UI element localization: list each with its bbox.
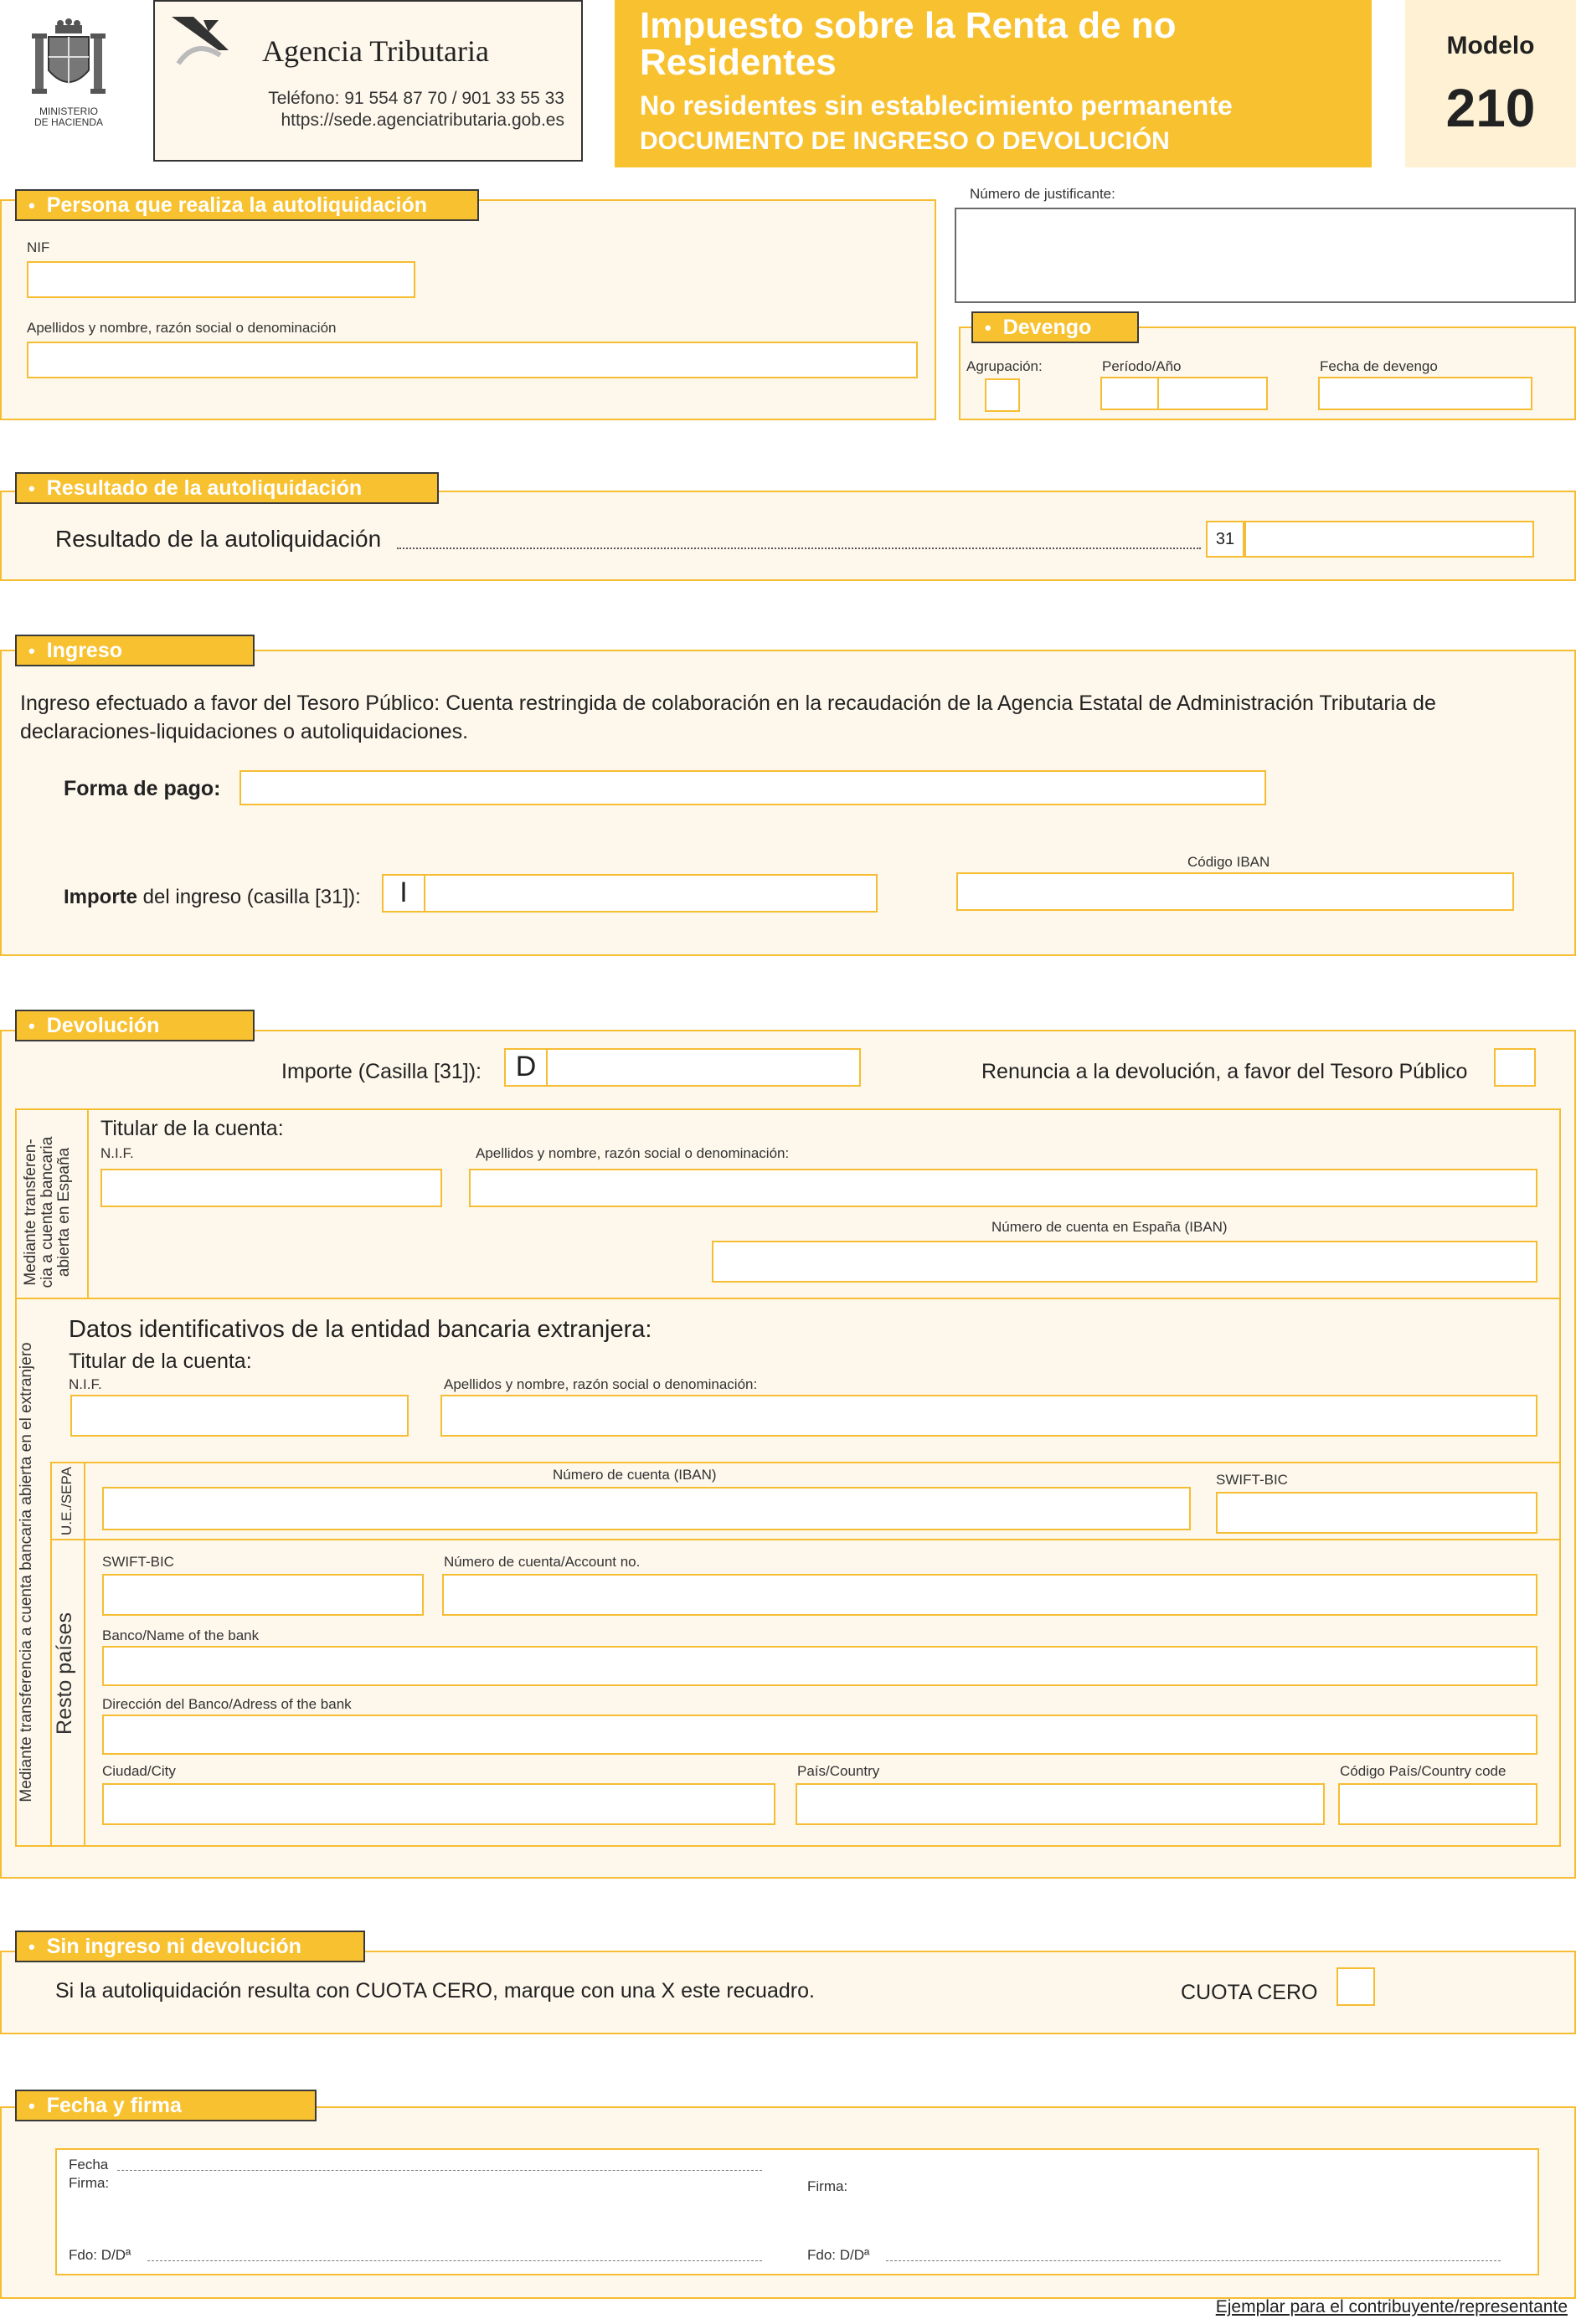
- ue-cuenta-label: Número de cuenta (IBAN): [553, 1467, 717, 1483]
- resto-swift-field[interactable]: [102, 1574, 424, 1616]
- form-doc-type: DOCUMENTO DE INGRESO O DEVOLUCIÓN: [640, 127, 1170, 155]
- firma-left-label: Firma:: [69, 2175, 110, 2191]
- espana-side-label-2: cia a cuenta bancaria: [39, 1136, 56, 1288]
- cuota-cero-checkbox[interactable]: [1337, 1967, 1375, 2006]
- persona-title-text: Persona que realiza la autoliquidación: [46, 193, 427, 217]
- periodo-field[interactable]: [1100, 377, 1159, 410]
- resto-city-label: Ciudad/City: [102, 1763, 176, 1779]
- espana-side-label-1: Mediante transferen-: [22, 1139, 39, 1286]
- agrupacion-label: Agrupación:: [966, 358, 1043, 374]
- fecha-devengo-field[interactable]: [1318, 377, 1532, 410]
- extranjero-nombre-label: Apellidos y nombre, razón social o denominación:: [444, 1376, 758, 1392]
- resultado-title-text: Resultado de la autoliquidación: [46, 476, 363, 500]
- espana-cuenta-label: Número de cuenta en España (IBAN): [991, 1219, 1228, 1235]
- importe-ingreso-label-bold: Importe: [64, 886, 138, 908]
- renuncia-checkbox[interactable]: [1494, 1048, 1536, 1087]
- fecha-line[interactable]: [117, 2170, 762, 2171]
- ministry-logo: [23, 18, 114, 136]
- devolucion-title-text: Devolución: [46, 1014, 160, 1037]
- form-subtitle: No residentes sin establecimiento permanente: [640, 90, 1233, 121]
- espana-titular-label: Titular de la cuenta:: [100, 1117, 284, 1140]
- modelo-label: Modelo: [1446, 32, 1535, 59]
- persona-panel: [0, 199, 936, 420]
- form-title-line1: Impuesto sobre la Renta de no: [640, 5, 1177, 46]
- extranjero-inner-divider: [84, 1462, 85, 1847]
- periodo-label: Período/Año: [1102, 358, 1182, 374]
- justificante-label: Número de justificante:: [970, 186, 1115, 202]
- nif-label: NIF: [27, 239, 50, 255]
- resto-country-field[interactable]: [796, 1783, 1325, 1825]
- resto-account-field[interactable]: [442, 1574, 1537, 1616]
- espana-nif-label: N.I.F.: [100, 1145, 134, 1161]
- espana-side-divider: [87, 1108, 89, 1299]
- resto-city-field[interactable]: [102, 1783, 775, 1825]
- firma-right-label: Firma:: [807, 2178, 848, 2194]
- forma-pago-label: Forma de pago:: [64, 777, 221, 800]
- fdo-left-line[interactable]: [147, 2260, 762, 2261]
- iban-label: Código IBAN: [1187, 854, 1270, 870]
- firma-section-title: • Fecha y firma: [15, 2090, 317, 2121]
- espana-nif-field[interactable]: [100, 1169, 442, 1207]
- importe-ingreso-field[interactable]: [424, 874, 878, 913]
- resto-swift-label: SWIFT-BIC: [102, 1554, 174, 1570]
- sin-ingreso-text: Si la autoliquidación resulta con CUOTA CERO, marque con una X este recuadro.: [55, 1979, 815, 2003]
- renuncia-label: Renuncia a la devolución, a favor del Tesoro Público: [981, 1060, 1468, 1083]
- sin-ingreso-section-title: • Sin ingreso ni devolución: [15, 1931, 365, 1962]
- resto-account-label: Número de cuenta/Account no.: [444, 1554, 641, 1570]
- resto-paises-label: Resto países: [53, 1612, 76, 1735]
- extranjero-box: [15, 1298, 1561, 1847]
- justificante-field[interactable]: [955, 208, 1576, 303]
- extranjero-nombre-field[interactable]: [440, 1395, 1537, 1437]
- footer-copy-label: Ejemplar para el contribuyente/representante: [1215, 2297, 1568, 2316]
- resultado-leader-dots: [397, 548, 1201, 549]
- espana-nombre-label: Apellidos y nombre, razón social o denominación:: [476, 1145, 790, 1161]
- iban-ingreso-field[interactable]: [956, 872, 1514, 911]
- resto-country-label: País/Country: [797, 1763, 880, 1779]
- ingreso-text-line2: declaraciones-liquidaciones o autoliquidaciones.: [20, 720, 469, 743]
- importe-ingreso-label-rest: del ingreso (casilla [31]):: [137, 886, 361, 908]
- resultado-casilla-number: 31: [1206, 521, 1244, 558]
- nif-field[interactable]: [27, 261, 415, 298]
- form-title-line2: Residentes: [640, 42, 837, 83]
- resto-country-code-label: Código País/Country code: [1340, 1763, 1506, 1779]
- fecha-label: Fecha: [69, 2157, 109, 2172]
- agrupacion-field[interactable]: [985, 378, 1020, 412]
- espana-side-label-3: abierta en España: [55, 1147, 73, 1278]
- ingreso-section-title: • Ingreso: [15, 635, 255, 666]
- ingreso-text-line1: Ingreso efectuado a favor del Tesoro Público: Cuenta restringida de colaboración en la recaudación de la Agencia Estatal de Administración Tributaria de: [20, 692, 1436, 715]
- ano-field[interactable]: [1157, 377, 1268, 410]
- resultado-section-title: • Resultado de la autoliquidación: [15, 472, 439, 504]
- espana-side-label: [23, 1124, 76, 1300]
- fecha-devengo-label: Fecha de devengo: [1320, 358, 1438, 374]
- espana-nombre-field[interactable]: [469, 1169, 1537, 1207]
- ingreso-title-text: Ingreso: [46, 639, 122, 662]
- ministry-line1: MINISTERIO: [39, 105, 98, 117]
- resultado-label: Resultado de la autoliquidación: [55, 526, 382, 552]
- extranjero-nif-label: N.I.F.: [69, 1376, 102, 1392]
- resto-address-field[interactable]: [102, 1715, 1537, 1755]
- espana-cuenta-field[interactable]: [712, 1241, 1537, 1283]
- extranjero-side-divider: [50, 1462, 52, 1847]
- resto-bank-label: Banco/Name of the bank: [102, 1627, 260, 1643]
- firma-inner-box: [55, 2148, 1539, 2275]
- ue-sepa-label: U.E./SEPA: [59, 1467, 75, 1535]
- ue-swift-label: SWIFT-BIC: [1216, 1472, 1288, 1488]
- cuota-cero-label: CUOTA CERO: [1181, 1981, 1318, 2004]
- extranjero-side-label: Mediante transferencia a cuenta bancaria abierta en el extranjero: [18, 1342, 35, 1802]
- agency-url: https://sede.agenciatributaria.gob.es: [281, 111, 564, 130]
- persona-section-title: • Persona que realiza la autoliquidación: [15, 189, 479, 221]
- agency-logo-icon: [170, 13, 245, 65]
- extranjero-heading: Datos identificativos de la entidad bancaria extranjera:: [69, 1316, 652, 1343]
- fdo-left-label: Fdo: D/Dª: [69, 2247, 131, 2263]
- extranjero-nif-field[interactable]: [70, 1395, 409, 1437]
- ue-cuenta-field[interactable]: [102, 1487, 1191, 1530]
- agency-phone: Teléfono: 91 554 87 70 / 901 33 55 33: [268, 89, 564, 108]
- devengo-section-title: • Devengo: [971, 311, 1139, 343]
- sin-ingreso-title-text: Sin ingreso ni devolución: [46, 1935, 301, 1958]
- title-banner: [615, 0, 1372, 167]
- agency-name: Agencia Tributaria: [262, 34, 489, 68]
- resto-address-label: Dirección del Banco/Adress of the bank: [102, 1696, 352, 1712]
- forma-pago-field[interactable]: [239, 770, 1266, 805]
- importe-ingreso-label: [64, 886, 361, 909]
- fdo-right-label: Fdo: D/Dª: [807, 2247, 870, 2263]
- importe-ingreso-prefix: I: [382, 874, 425, 913]
- devolucion-importe-label: Importe (Casilla [31]):: [281, 1060, 482, 1083]
- ue-swift-field[interactable]: [1216, 1492, 1537, 1534]
- coat-of-arms-icon: [23, 18, 114, 102]
- firma-title-text: Fecha y firma: [46, 2094, 182, 2117]
- devolucion-importe-prefix: D: [504, 1048, 548, 1087]
- ue-row-divider-bottom: [50, 1539, 1561, 1540]
- resto-bank-field[interactable]: [102, 1646, 1537, 1686]
- extranjero-titular-label: Titular de la cuenta:: [69, 1350, 252, 1373]
- fdo-right-line[interactable]: [886, 2260, 1501, 2261]
- ue-row-divider-top: [50, 1462, 1561, 1463]
- resto-country-code-field[interactable]: [1338, 1783, 1537, 1825]
- devengo-title-text: Devengo: [1002, 316, 1092, 339]
- ministry-line2: DE HACIENDA: [33, 116, 103, 128]
- devolucion-section-title: • Devolución: [15, 1010, 255, 1041]
- modelo-box: [1405, 0, 1576, 167]
- resultado-field[interactable]: [1244, 521, 1534, 558]
- nombre-label: Apellidos y nombre, razón social o denominación: [27, 320, 337, 336]
- devolucion-importe-field[interactable]: [546, 1048, 861, 1087]
- nombre-field[interactable]: [27, 342, 918, 378]
- modelo-number: 210: [1445, 78, 1536, 138]
- agency-box: [153, 0, 583, 162]
